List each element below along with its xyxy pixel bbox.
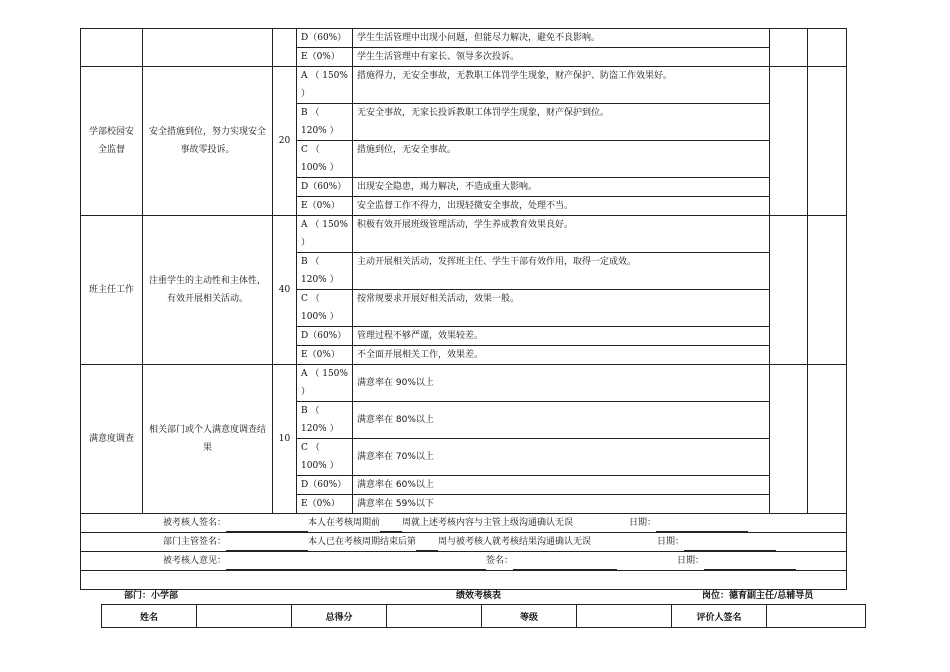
- summary-table: [101, 604, 866, 628]
- confirm-text-b: 周就上述考核内容与主管上级沟通确认无误: [402, 518, 574, 528]
- level-desc: 满意率在 60%以上: [353, 476, 770, 495]
- employee-opinion-label: 被考核人意见：: [163, 556, 227, 566]
- form-title: 绩效考核表: [456, 591, 502, 601]
- score-cell[interactable]: [808, 216, 847, 365]
- level-grade: A （ 150% ）: [297, 216, 353, 253]
- level-grade: C （ 100% ）: [297, 290, 353, 327]
- level-grade: C （ 100% ）: [297, 141, 353, 178]
- evaluator-signature-label: 评价人签名: [672, 605, 767, 628]
- level-grade: D（60%）: [297, 476, 353, 495]
- date-field[interactable]: [684, 540, 776, 551]
- name-label: 姓名: [102, 605, 197, 628]
- score-cell[interactable]: [770, 67, 808, 216]
- level-desc: 满意率在 59%以下: [353, 495, 770, 514]
- section-name: 学部校园安全监督: [81, 67, 143, 216]
- employee-signature-field[interactable]: [226, 521, 308, 532]
- confirm-text-a: 本人在考核周期前: [308, 518, 381, 528]
- manager-signature-label: 部门主管签名：: [163, 537, 227, 547]
- section-weight: 40: [273, 216, 297, 365]
- level-grade: C （ 100% ）: [297, 439, 353, 476]
- level-desc: 学生生活管理中有家长、领导多次投诉。: [353, 48, 770, 67]
- level-grade: D（60%）: [297, 178, 353, 197]
- evaluation-table: [80, 28, 847, 590]
- level-desc: 安全监督工作不得力，出现轻微安全事故，处理不当。: [353, 197, 770, 216]
- employee-signature-label: 被考核人签名：: [163, 518, 227, 528]
- section-criteria: 安全措施到位，努力实现安全事故零投诉。: [143, 67, 273, 216]
- score-cell[interactable]: [808, 29, 847, 67]
- section-weight: 10: [273, 365, 297, 514]
- employee-signature-row: [81, 514, 847, 533]
- score-cell[interactable]: [770, 365, 808, 514]
- confirm-text-b: 周与被考核人就考核结果沟通确认无误: [438, 537, 592, 547]
- level-grade: E（0%）: [297, 197, 353, 216]
- level-grade: A （ 150% ）: [297, 365, 353, 402]
- section-name: [81, 29, 143, 67]
- grade-label: 等级: [482, 605, 577, 628]
- level-desc: 措施到位，无安全事故。: [353, 141, 770, 178]
- level-grade: B （ 120% ）: [297, 104, 353, 141]
- score-cell[interactable]: [770, 29, 808, 67]
- level-grade: A （ 150% ）: [297, 67, 353, 104]
- opinion-signature-field[interactable]: [513, 559, 617, 570]
- evaluator-signature-field[interactable]: [767, 605, 866, 628]
- section-weight: 20: [273, 67, 297, 216]
- confirm-text-a: 本人已在考核周期结束后第: [308, 537, 417, 547]
- position-label: 岗位：德育副主任/总辅导员: [702, 591, 814, 601]
- date-label: 日期：: [657, 537, 685, 547]
- level-desc: 满意率在 80%以上: [353, 402, 770, 439]
- level-desc: 主动开展相关活动，发挥班主任、学生干部有效作用，取得一定成效。: [353, 253, 770, 290]
- weeks-after-field[interactable]: [416, 540, 438, 551]
- level-grade: E（0%）: [297, 495, 353, 514]
- section-criteria: 注重学生的主动性和主体性，有效开展相关活动。: [143, 216, 273, 365]
- manager-signature-row: [81, 533, 847, 552]
- level-grade: B （ 120% ）: [297, 402, 353, 439]
- level-desc: 无安全事故，无家长投诉教职工体罚学生现象，财产保护到位。: [353, 104, 770, 141]
- section-criteria: 相关部门或个人满意度调查结果: [143, 365, 273, 514]
- level-desc: 积极有效开展班级管理活动，学生养成教育效果良好。: [353, 216, 770, 253]
- section-weight: [273, 29, 297, 67]
- level-grade: D（60%）: [297, 327, 353, 346]
- date-label: 日期：: [677, 556, 705, 566]
- level-grade: D（60%）: [297, 29, 353, 48]
- level-desc: 不全面开展相关工作，效果差。: [353, 346, 770, 365]
- blank-row: [81, 571, 847, 590]
- sign-label: 签名：: [486, 556, 514, 566]
- section-criteria: [143, 29, 273, 67]
- level-grade: B （ 120% ）: [297, 253, 353, 290]
- score-cell[interactable]: [770, 216, 808, 365]
- level-desc: 学生生活管理中出现小问题，但能尽力解决，避免不良影响。: [353, 29, 770, 48]
- date-field[interactable]: [656, 521, 748, 532]
- section-name: 班主任工作: [81, 216, 143, 365]
- manager-signature-field[interactable]: [226, 540, 308, 551]
- level-desc: 出现安全隐患，竭力解决，不造成重大影响。: [353, 178, 770, 197]
- score-cell[interactable]: [808, 365, 847, 514]
- grade-field[interactable]: [577, 605, 672, 628]
- level-grade: E（0%）: [297, 346, 353, 365]
- total-score-label: 总得分: [292, 605, 387, 628]
- employee-opinion-row: [81, 552, 847, 571]
- name-field[interactable]: [197, 605, 292, 628]
- date-label: 日期：: [629, 518, 657, 528]
- level-desc: 满意率在 70%以上: [353, 439, 770, 476]
- weeks-before-field[interactable]: [380, 521, 402, 532]
- date-field[interactable]: [704, 559, 796, 570]
- opinion-field[interactable]: [226, 559, 486, 570]
- total-score-field[interactable]: [387, 605, 482, 628]
- level-desc: 按常规要求开展好相关活动，效果一般。: [353, 290, 770, 327]
- level-desc: 管理过程不够严谨，效果较差。: [353, 327, 770, 346]
- department-label: 部门：小学部: [124, 591, 179, 601]
- score-cell[interactable]: [808, 67, 847, 216]
- level-desc: 满意率在 90%以上: [353, 365, 770, 402]
- section-name: 满意度调查: [81, 365, 143, 514]
- level-desc: 措施得力，无安全事故，无教职工体罚学生现象，财产保护、防盗工作效果好。: [353, 67, 770, 104]
- level-grade: E（0%）: [297, 48, 353, 67]
